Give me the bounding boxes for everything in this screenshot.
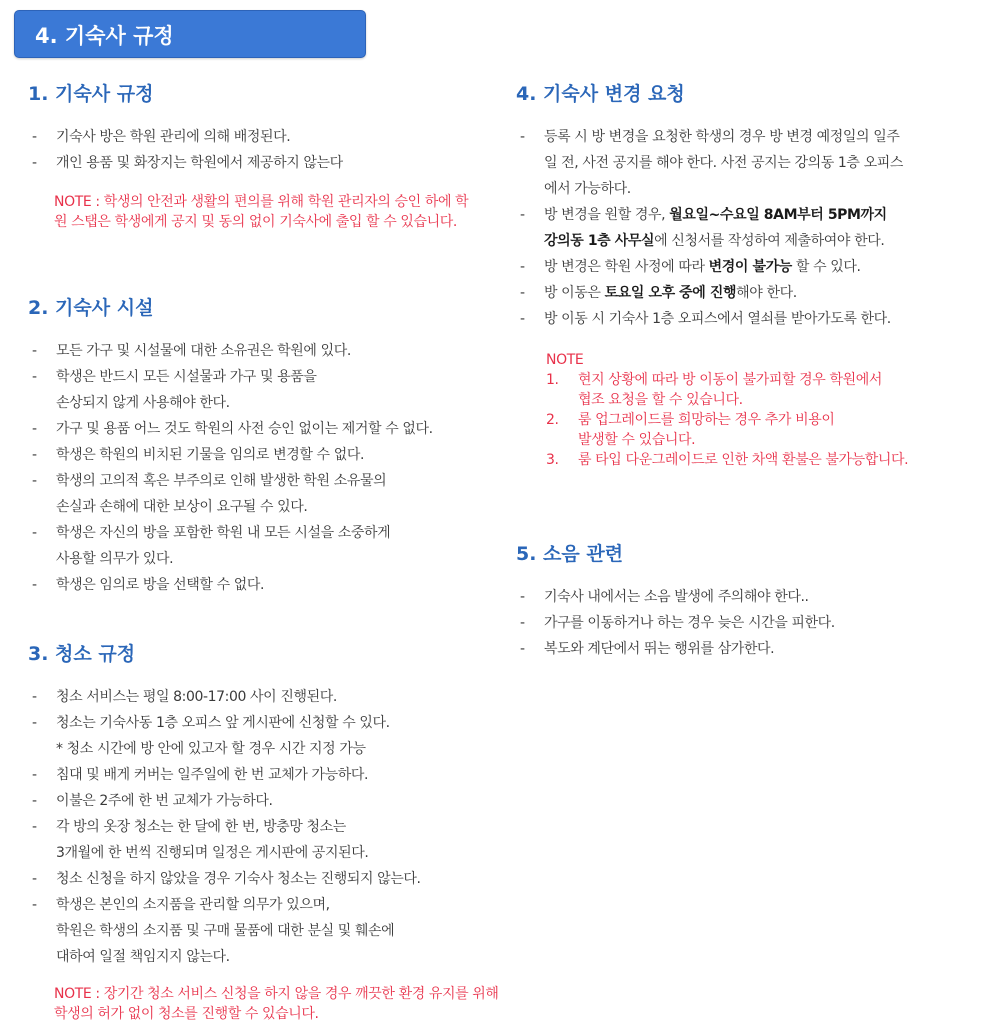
list-item: - 침대 및 배게 커버는 일주일에 한 번 교체가 가능하다. <box>28 762 568 788</box>
note-text <box>54 984 564 1024</box>
list-item: - 학생은 학원의 비치된 기물을 임의로 변경할 수 없다. <box>28 442 498 468</box>
section-title: 2. 기숙사 시설 <box>28 297 154 319</box>
section-dormitory-facilities <box>28 294 498 598</box>
list-item-continuation: 사용할 의무가 있다. <box>56 551 174 567</box>
item-text: 할 수 있다. <box>791 259 861 275</box>
item-text: 해야 한다. <box>736 285 797 301</box>
section-title: 1. 기숙사 규정 <box>28 83 154 105</box>
list-item-continuation: 에서 가능하다. <box>544 181 631 197</box>
note-item <box>546 410 956 450</box>
section-room-change-request <box>516 80 966 470</box>
note-item <box>546 450 956 470</box>
list-item: - 학생의 고의적 혹은 부주의로 인해 발생한 학원 소유물의 <box>28 468 498 494</box>
note-line: 현지 상황에 따라 방 이동이 불가피할 경우 학원에서 <box>578 372 882 388</box>
list-item: - 학생은 반드시 모든 시설물과 가구 및 용품을 <box>28 364 498 390</box>
list-item: - 청소는 기숙사동 1층 오피스 앞 게시판에 신청할 수 있다. <box>28 710 568 736</box>
section-header-bar <box>14 10 366 58</box>
list-item: - 학생은 임의로 방을 선택할 수 없다. <box>28 572 498 598</box>
note-line: 협조 요청을 할 수 있습니다. <box>578 392 743 408</box>
note-number: 3. <box>546 452 559 468</box>
rule-list <box>516 124 966 332</box>
list-item-continuation: 손실과 손해에 대한 보상이 요구될 수 있다. <box>56 499 308 515</box>
list-item <box>516 254 966 280</box>
note-list <box>546 370 956 470</box>
list-item: - 이불은 2주에 한 번 교체가 가능하다. <box>28 788 568 814</box>
list-item: - 각 방의 옷장 청소는 한 달에 한 번, 방충망 청소는 <box>28 814 568 840</box>
highlight-text: 월요일~수요일 8AM부터 5PM까지 <box>669 207 887 223</box>
list-item: - 복도와 계단에서 뛰는 행위를 삼가한다. <box>516 636 966 662</box>
item-text: 에 신청서를 작성하여 제출하여야 한다. <box>654 233 885 249</box>
list-item: - 청소 서비스는 평일 8:00-17:00 사이 진행된다. <box>28 684 568 710</box>
highlight-text: 변경이 불가능 <box>708 259 792 275</box>
list-item <box>516 280 966 306</box>
list-item-continuation: 손상되지 않게 사용해야 한다. <box>56 395 230 411</box>
note-text: NOTE : 학생의 안전과 생활의 편의를 위해 학원 관리자의 승인 하에 학원 스탭은 학생에게 공지 및 동의 없이 기숙사에 출입 할 수 있습니다. <box>54 194 469 230</box>
highlight-text: 강의동 1층 사무실 <box>544 233 655 249</box>
note-number: 2. <box>546 412 559 428</box>
note-title: NOTE <box>546 352 584 368</box>
list-item: - 모든 가구 및 시설물에 대한 소유권은 학원에 있다. <box>28 338 498 364</box>
list-item-continuation: 학원은 학생의 소지품 및 구매 물품에 대한 분실 및 훼손에 <box>56 923 395 939</box>
list-item: - 기숙사 내에서는 소음 발생에 주의해야 한다.. <box>516 584 966 610</box>
note-line: 룸 타입 다운그레이드로 인한 차액 환불은 불가능합니다. <box>578 452 909 468</box>
note-line: 학생의 허가 없이 청소를 진행할 수 있습니다. <box>54 1006 319 1022</box>
note-block <box>546 350 956 470</box>
section-cleaning-rules <box>28 640 568 1024</box>
page-title: 4. 기숙사 규정 <box>35 24 174 48</box>
item-text: 방 변경을 원할 경우, <box>544 207 670 223</box>
section-title: 4. 기숙사 변경 요청 <box>516 83 685 105</box>
list-item-continuation: 대하여 일절 책임지지 않는다. <box>56 949 230 965</box>
list-item-continuation: 일 전, 사전 공지를 해야 한다. 사전 공지는 강의동 1층 오피스 <box>544 155 903 171</box>
note-line: 룸 업그레이드를 희망하는 경우 추가 비용이 <box>578 412 835 428</box>
section-title: 5. 소음 관련 <box>516 543 624 565</box>
section-title: 3. 청소 규정 <box>28 643 136 665</box>
list-item-continuation: * 청소 시간에 방 안에 있고자 할 경우 시간 지정 가능 <box>56 741 366 757</box>
list-item: - 가구 및 용품 어느 것도 학원의 사전 승인 없이는 제거할 수 없다. <box>28 416 498 442</box>
item-text: 방 변경은 학원 사정에 따라 <box>544 259 709 275</box>
section-noise <box>516 540 966 662</box>
list-item: - 개인 용품 및 화장지는 학원에서 제공하지 않는다 <box>28 150 488 176</box>
item-text: 방 이동은 <box>544 285 605 301</box>
list-item: - 등록 시 방 변경을 요청한 학생의 경우 방 변경 예정일의 일주 <box>516 124 966 150</box>
note-number: 1. <box>546 372 559 388</box>
list-item: - 방 이동 시 기숙사 1층 오피스에서 열쇠를 받아가도록 한다. <box>516 306 966 332</box>
list-item: - 학생은 자신의 방을 포함한 학원 내 모든 시설을 소중하게 <box>28 520 498 546</box>
highlight-text: 토요일 오후 중에 진행 <box>604 285 737 301</box>
list-item: - 기숙사 방은 학원 관리에 의해 배정된다. <box>28 124 488 150</box>
section-dormitory-rules <box>28 80 488 232</box>
list-item-continuation: 3개월에 한 번씩 진행되며 일정은 게시판에 공지된다. <box>56 845 369 861</box>
list-item: - 학생은 본인의 소지품을 관리할 의무가 있으며, <box>28 892 568 918</box>
list-item-continuation <box>516 228 966 254</box>
list-item: - 가구를 이동하거나 하는 경우 늦은 시간을 피한다. <box>516 610 966 636</box>
rule-list <box>516 584 966 662</box>
list-item: - 청소 신청을 하지 않았을 경우 기숙사 청소는 진행되지 않는다. <box>28 866 568 892</box>
note-item <box>546 370 956 410</box>
rule-list <box>28 124 488 176</box>
note-line: 발생할 수 있습니다. <box>578 432 696 448</box>
note-line: NOTE : 장기간 청소 서비스 신청을 하지 않을 경우 깨끗한 환경 유지를 위해 <box>54 986 499 1002</box>
list-item <box>516 202 966 228</box>
rule-list <box>28 338 498 598</box>
rule-list <box>28 684 568 970</box>
